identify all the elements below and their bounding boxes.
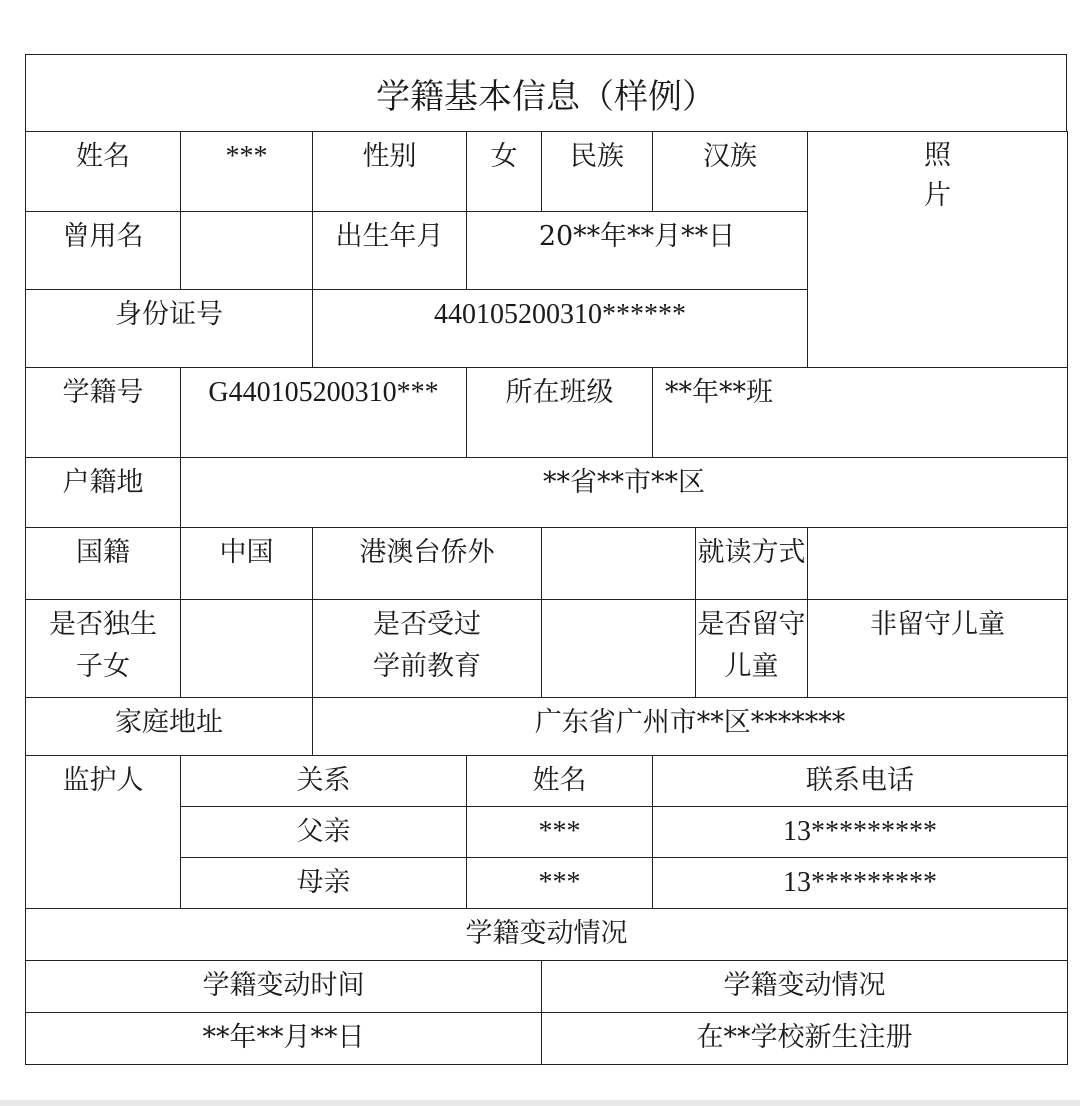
value-former-name-cell — [181, 212, 313, 290]
label-preschool-cell — [313, 600, 542, 698]
label-student-id-cell — [26, 368, 181, 458]
value-home-address: 广东省广州市**区******* — [534, 707, 846, 738]
photo-label — [808, 132, 1067, 246]
bottom-divider — [0, 1100, 1080, 1106]
guardian-phone: 13********* — [783, 816, 937, 847]
guardian-phone: 13********* — [783, 867, 937, 898]
label-class: 所在班级 — [505, 377, 614, 408]
photo-label-line1: 照 — [924, 140, 951, 171]
value-id-number-cell — [313, 290, 808, 368]
change-row — [26, 1013, 1068, 1065]
guardian-relation-cell — [181, 858, 467, 909]
value-name: *** — [225, 141, 268, 172]
row-changes-header — [26, 961, 1068, 1013]
row-only-child — [26, 600, 1068, 698]
label-only-child-cell — [26, 600, 181, 698]
guardian-relation-cell — [181, 807, 467, 858]
label-gender-cell — [313, 132, 467, 212]
label-former-name-cell — [26, 212, 181, 290]
label-birth-date-cell — [313, 212, 467, 290]
student-info-table — [25, 131, 1068, 1065]
guardian-row — [26, 858, 1068, 909]
value-class-cell — [653, 368, 1068, 458]
form-title: 学籍基本信息（样例） — [25, 54, 1067, 132]
change-status: 在**学校新生注册 — [696, 1022, 913, 1053]
value-id-number: 440105200310****** — [434, 299, 686, 330]
label-left-behind — [696, 600, 807, 688]
label-nationality-cell — [26, 528, 181, 600]
value-birth-date-cell — [467, 212, 808, 290]
header-change-status: 学籍变动情况 — [723, 970, 886, 1001]
guardian-name: *** — [538, 867, 581, 898]
change-time: **年**月**日 — [202, 1022, 365, 1053]
header-guardian-name: 姓名 — [532, 765, 587, 796]
changes-section-cell — [26, 909, 1068, 961]
guardian-phone-cell — [653, 858, 1068, 909]
label-guardian: 监护人 — [62, 765, 144, 796]
changes-section-title: 学籍变动情况 — [465, 918, 628, 949]
value-overseas — [542, 528, 695, 532]
label-id-number-cell — [26, 290, 313, 368]
label-only-child — [26, 600, 180, 688]
value-nationality: 中国 — [219, 537, 274, 568]
row-name — [26, 132, 1068, 212]
label-household-cell — [26, 458, 181, 528]
row-guardian-header — [26, 756, 1068, 807]
label-preschool — [313, 600, 541, 688]
label-left-behind-cell — [696, 600, 808, 698]
header-change-time: 学籍变动时间 — [202, 970, 365, 1001]
value-ethnicity-cell — [653, 132, 808, 212]
guardian-name-cell — [467, 807, 653, 858]
header-change-status-cell — [542, 961, 1068, 1013]
guardian-relation: 母亲 — [296, 867, 351, 898]
row-household — [26, 458, 1068, 528]
label-overseas-cell — [313, 528, 542, 600]
label-class-cell — [467, 368, 653, 458]
value-former-name — [181, 212, 312, 216]
label-student-id: 学籍号 — [62, 377, 144, 408]
label-home-address-cell — [26, 698, 313, 756]
value-left-behind-cell — [808, 600, 1068, 698]
header-phone-cell — [653, 756, 1068, 807]
guardian-phone-cell — [653, 807, 1068, 858]
label-former-name: 曾用名 — [62, 221, 144, 252]
change-time-cell — [26, 1013, 542, 1065]
value-class: **年**班 — [665, 377, 773, 408]
photo-cell — [808, 132, 1068, 368]
guardian-relation: 父亲 — [296, 816, 351, 847]
label-ethnicity-cell — [542, 132, 653, 212]
value-ethnicity: 汉族 — [703, 141, 757, 172]
value-student-id-cell — [181, 368, 467, 458]
value-gender-cell — [467, 132, 542, 212]
photo-label-line2: 片 — [924, 180, 951, 211]
header-relation: 关系 — [296, 765, 351, 796]
label-overseas: 港澳台侨外 — [359, 537, 495, 568]
label-birth-date: 出生年月 — [335, 221, 444, 252]
label-only-child-line1: 是否独生 — [49, 609, 157, 640]
value-name-cell — [181, 132, 313, 212]
guardian-row — [26, 807, 1068, 858]
value-student-id: G440105200310*** — [208, 377, 439, 408]
value-household: **省**市**区 — [543, 467, 705, 498]
label-gender: 性别 — [362, 141, 417, 172]
label-preschool-line2: 学前教育 — [373, 651, 481, 682]
header-phone: 联系电话 — [806, 765, 914, 796]
value-left-behind: 非留守儿童 — [870, 609, 1005, 640]
value-only-child-cell — [181, 600, 313, 698]
header-change-time-cell — [26, 961, 542, 1013]
value-home-address-cell — [313, 698, 1068, 756]
change-status-cell — [542, 1013, 1068, 1065]
label-only-child-line2: 子女 — [76, 651, 130, 682]
header-relation-cell — [181, 756, 467, 807]
value-gender: 女 — [490, 141, 518, 172]
label-household: 户籍地 — [62, 467, 144, 498]
value-birth-date: 20**年**月**日 — [538, 221, 736, 252]
label-guardian-cell — [26, 756, 181, 909]
label-left-behind-line2: 儿童 — [724, 651, 779, 682]
row-changes-section — [26, 909, 1068, 961]
value-only-child — [181, 600, 312, 604]
row-home-address — [26, 698, 1068, 756]
value-study-mode — [808, 528, 1067, 532]
value-preschool-cell — [542, 600, 696, 698]
label-study-mode-cell — [696, 528, 808, 600]
value-overseas-cell — [542, 528, 696, 600]
label-home-address: 家庭地址 — [115, 707, 223, 738]
label-id-number: 身份证号 — [115, 299, 223, 330]
label-name: 姓名 — [76, 141, 130, 172]
label-study-mode: 就读方式 — [697, 537, 806, 568]
value-preschool — [542, 600, 695, 604]
row-nationality — [26, 528, 1068, 600]
label-nationality: 国籍 — [76, 537, 130, 568]
guardian-name: *** — [538, 816, 581, 847]
label-left-behind-line1: 是否留守 — [697, 609, 806, 640]
value-study-mode-cell — [808, 528, 1068, 600]
header-guardian-name-cell — [467, 756, 653, 807]
value-household-cell — [181, 458, 1068, 528]
label-preschool-line1: 是否受过 — [373, 609, 481, 640]
guardian-name-cell — [467, 858, 653, 909]
row-student-id — [26, 368, 1068, 458]
value-nationality-cell — [181, 528, 313, 600]
label-ethnicity: 民族 — [570, 141, 624, 172]
label-name-cell — [26, 132, 181, 212]
